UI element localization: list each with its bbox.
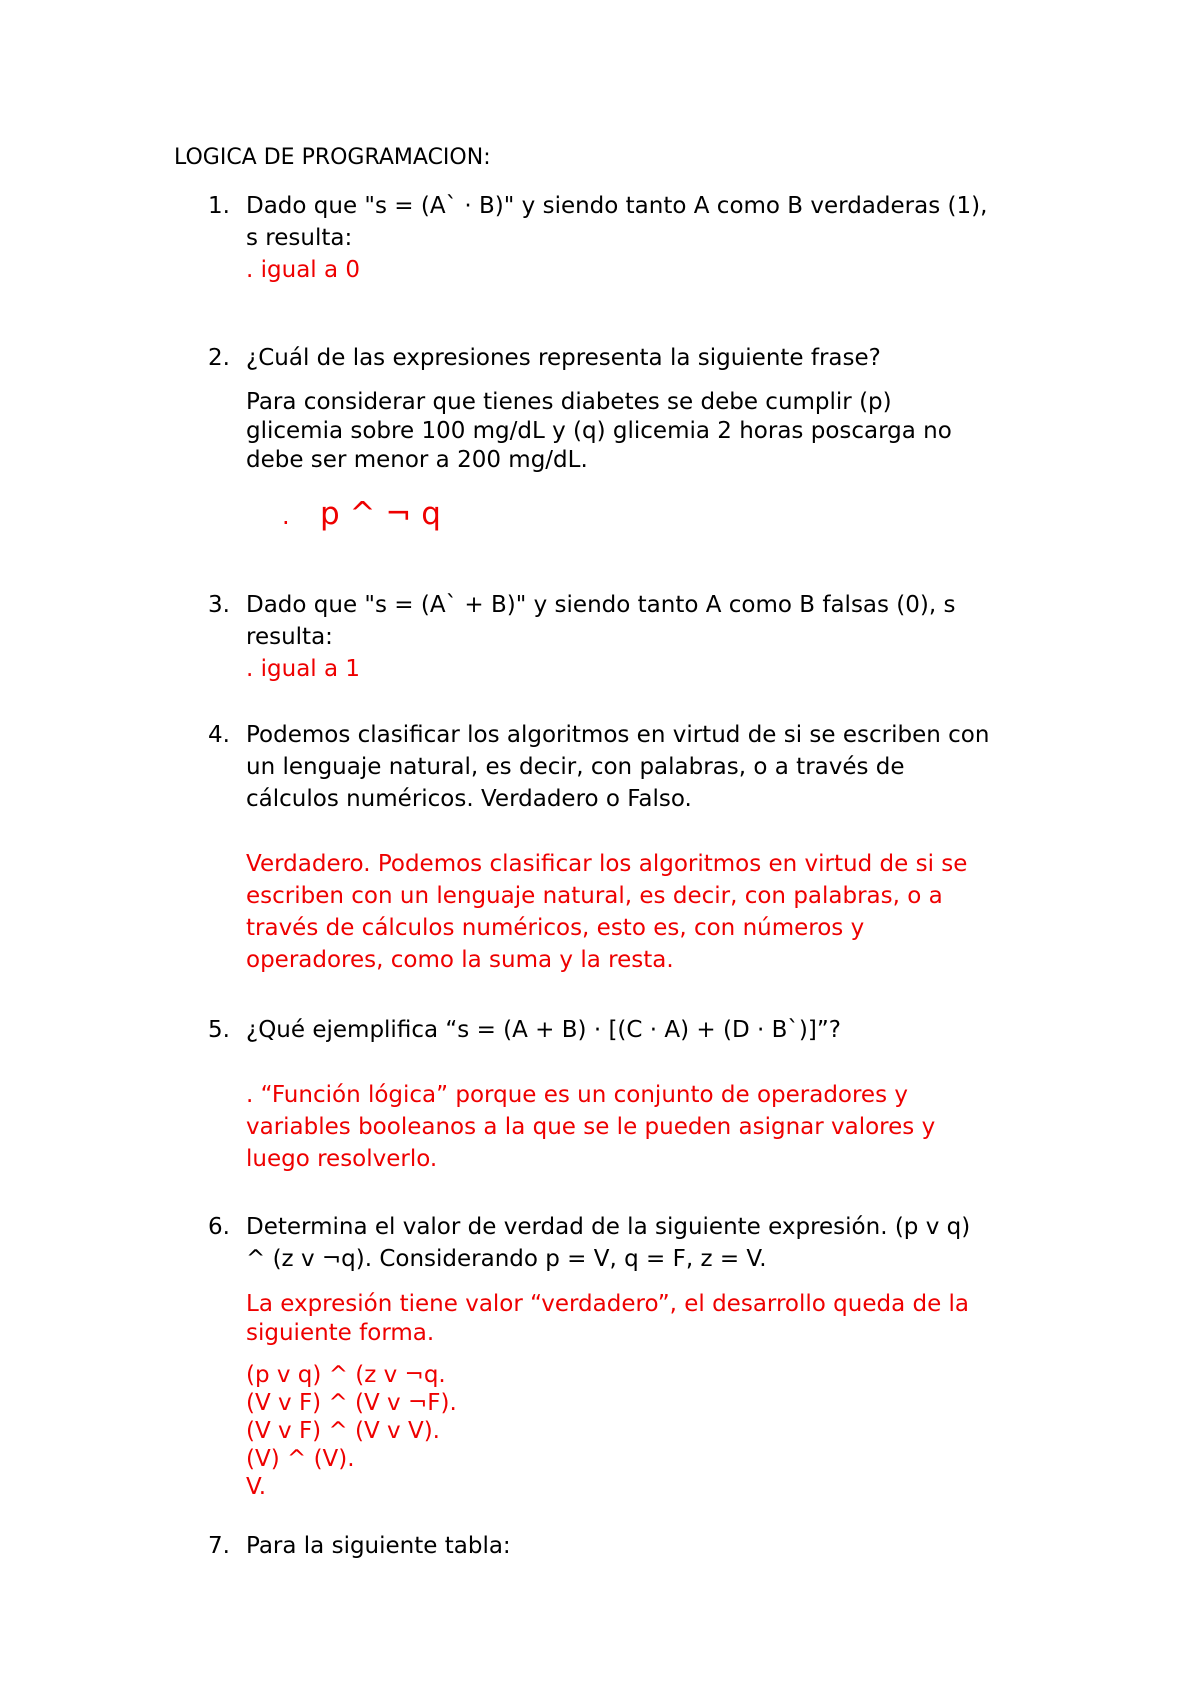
question-line: s resulta:	[246, 225, 353, 251]
answer-line: . “Función lógica” porque es un conjunto de operadores y	[246, 1082, 908, 1108]
step-line: (V) ^ (V).	[246, 1446, 355, 1472]
answer-line: . igual a 1	[246, 656, 361, 682]
step-line: (p v q) ^ (z v ¬q.	[246, 1362, 446, 1388]
answer-line: variables booleanos a la que se le pueden asignar valores y	[246, 1114, 936, 1140]
answer-line: operadores, como la suma y la resta.	[246, 947, 674, 973]
answer-line: . igual a 0	[246, 257, 361, 283]
document-title: LOGICA DE PROGRAMACION:	[174, 145, 491, 170]
question-line: cálculos numéricos. Verdadero o Falso.	[246, 786, 692, 812]
step-line: V.	[246, 1474, 267, 1500]
answer-line: luego resolverlo.	[246, 1146, 438, 1172]
item-number: 2.	[208, 345, 230, 371]
item-number: 4.	[208, 722, 230, 748]
question-line: Dado que "s = (A` + B)" y siendo tanto A como B falsas (0), s	[246, 592, 956, 618]
item-number: 6.	[208, 1214, 230, 1240]
question-line: ¿Qué ejemplifica “s = (A + B) · [(C · A) + (D · B`)]”?	[246, 1017, 841, 1043]
context-line: glicemia sobre 100 mg/dL y (q) glicemia 2 horas poscarga no	[246, 418, 952, 444]
answer-formula	[282, 494, 441, 536]
question-line: un lenguaje natural, es decir, con palabras, o a través de	[246, 754, 905, 780]
question-line: resulta:	[246, 624, 333, 650]
question-line: ^ (z v ¬q). Considerando p = V, q = F, z = V.	[246, 1246, 767, 1272]
question-line: Podemos clasificar los algoritmos en virtud de si se escriben con	[246, 722, 990, 748]
item-number: 7.	[208, 1533, 230, 1559]
answer-bullet: .	[282, 502, 290, 530]
step-line: (V v F) ^ (V v ¬F).	[246, 1390, 457, 1416]
question-line: Dado que "s = (A` · B)" y siendo tanto A como B verdaderas (1),	[246, 193, 988, 219]
answer-line: escriben con un lenguaje natural, es decir, con palabras, o a	[246, 883, 943, 909]
question-line: Determina el valor de verdad de la siguiente expresión. (p v q)	[246, 1214, 971, 1240]
step-line: (V v F) ^ (V v V).	[246, 1418, 440, 1444]
question-line: Para la siguiente tabla:	[246, 1533, 511, 1559]
solution-steps	[246, 1361, 1046, 1501]
formula-text: p ^ ¬ q	[320, 496, 441, 532]
question-line: ¿Cuál de las expresiones representa la siguiente frase?	[246, 345, 881, 371]
context-line: debe ser menor a 200 mg/dL.	[246, 447, 588, 473]
answer-line: La expresión tiene valor “verdadero”, el desarrollo queda de la	[246, 1291, 970, 1317]
item-number: 3.	[208, 592, 230, 618]
item-number: 5.	[208, 1017, 230, 1043]
item-number: 1.	[208, 193, 230, 219]
answer-line: través de cálculos numéricos, esto es, con números y	[246, 915, 865, 941]
context-line: Para considerar que tienes diabetes se debe cumplir (p)	[246, 389, 892, 415]
answer-line: siguiente forma.	[246, 1320, 435, 1346]
answer-line: Verdadero. Podemos clasificar los algoritmos en virtud de si se	[246, 851, 968, 877]
